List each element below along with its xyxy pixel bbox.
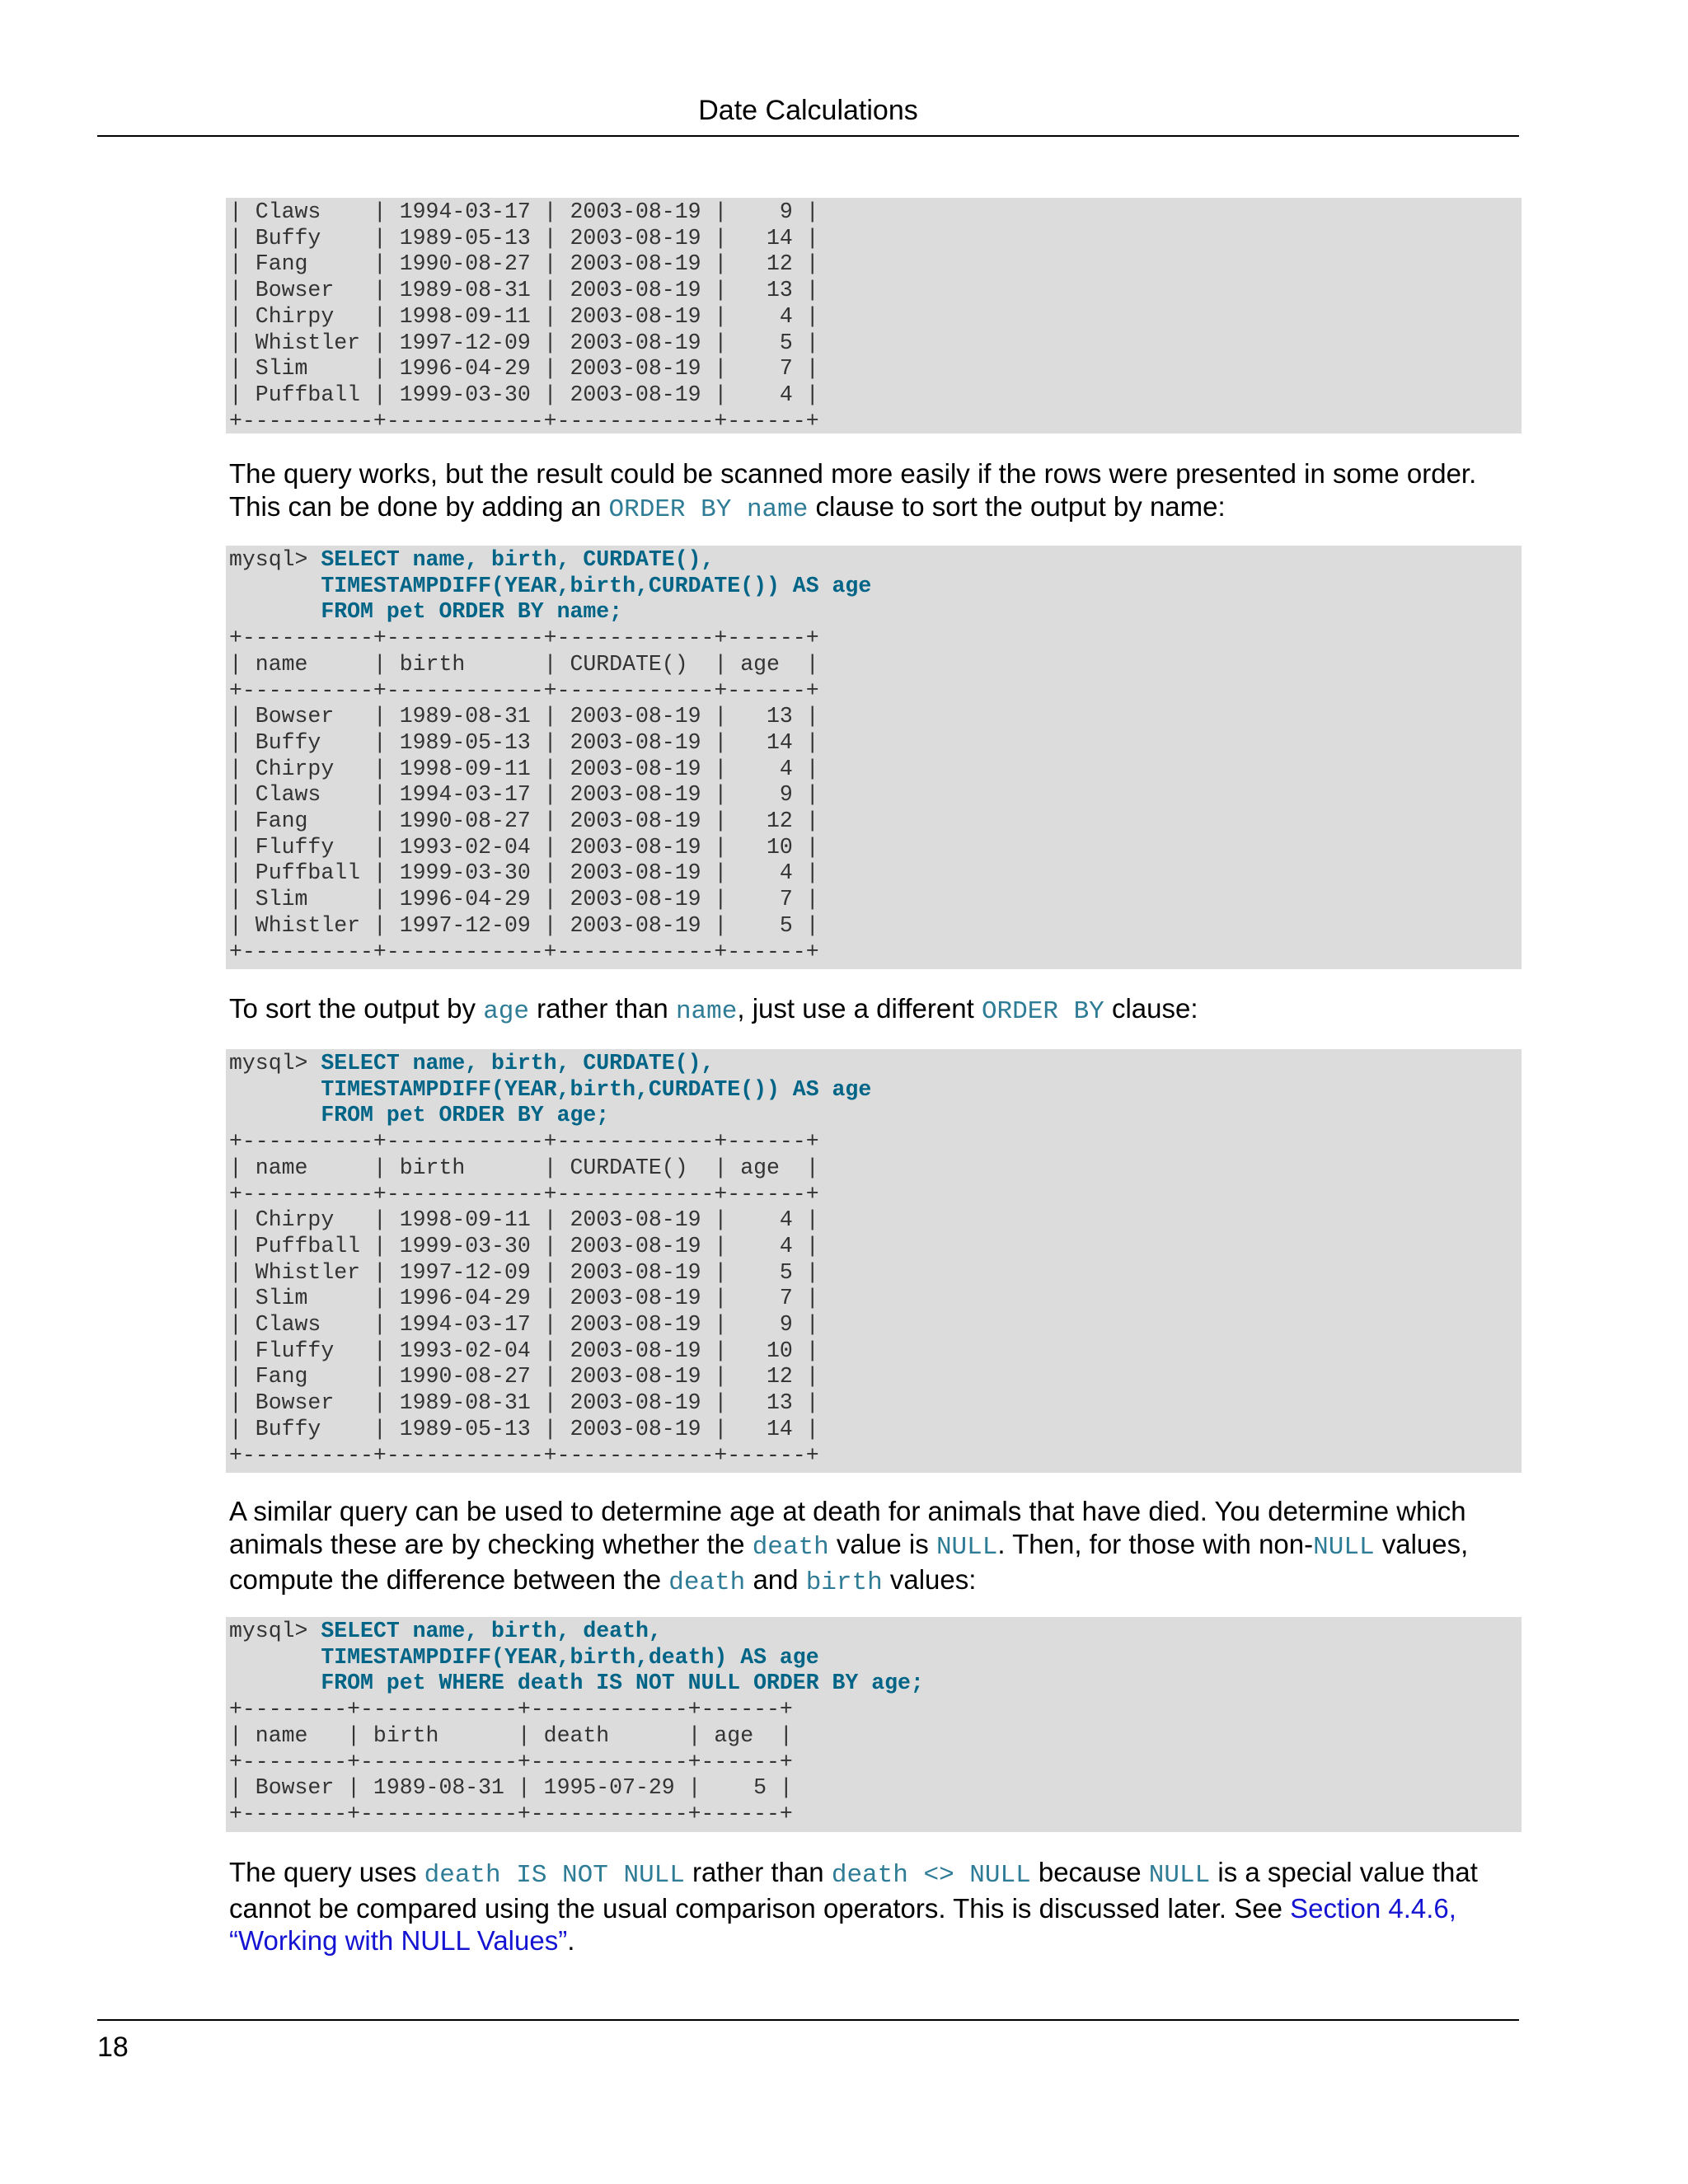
code-name: name: [675, 997, 738, 1026]
running-header: Date Calculations: [698, 95, 918, 126]
sql-command-line: SELECT name, birth, CURDATE(),: [321, 1051, 715, 1076]
sql-command-line: TIMESTAMPDIFF(YEAR,birth,death) AS age: [229, 1644, 819, 1670]
sql-command-line: FROM pet WHERE death IS NOT NULL ORDER BY age;: [229, 1671, 924, 1696]
footer-rule: [97, 2019, 1519, 2021]
paragraph-order-by-age: To sort the output by age rather than name, just use a different ORDER BY clause:: [229, 993, 1198, 1026]
result-table-lines: +----------+------------+------------+------+ | name | birth | CURDATE() | age | +----------+------------+------------+------+ | Chirpy | 1998-09-11 | 2003-08-19 | 4 | | Puffball | 1999-03-30 | 2003-08-19 | 4 | | Whistler | 1997-12-09 | 2003-08-19 | 5 | | Slim | 1996-04-29 | 2003-08-19 | 7 | | Claws | 1994-03-17 | 2003-08-19 | 9 | | Fluffy | 1993-02-04 | 2003-08-19 | 10 | | Fang | 1990-08-27 | 2003-08-19 | 12 | | Bowser | 1989-08-31 | 2003-08-19 | 13 | | Buffy | 1989-05-13 | 2003-08-19 | 14 | +----------+------------+------------+------+: [229, 1129, 819, 1468]
header-rule: [97, 135, 1519, 137]
mysql-prompt: mysql>: [229, 547, 321, 572]
code-null: NULL: [935, 1532, 998, 1562]
code-null: NULL: [1148, 1861, 1211, 1890]
query-block-order-by-name: [226, 546, 1522, 969]
query-text: [229, 547, 1522, 626]
mysql-prompt: mysql>: [229, 1619, 321, 1643]
code-death: death: [752, 1532, 829, 1562]
result-table-lines: +----------+------------+------------+------+ | name | birth | CURDATE() | age | +----------+------------+------------+------+ | Bowser | 1989-08-31 | 2003-08-19 | 13 | | Buffy | 1989-05-13 | 2003-08-19 | 14 | | Chirpy | 1998-09-11 | 2003-08-19 | 4 | | Claws | 1994-03-17 | 2003-08-19 | 9 | | Fang | 1990-08-27 | 2003-08-19 | 12 | | Fluffy | 1993-02-04 | 2003-08-19 | 10 | | Puffball | 1999-03-30 | 2003-08-19 | 4 | | Slim | 1996-04-29 | 2003-08-19 | 7 | | Whistler | 1997-12-09 | 2003-08-19 | 5 | +----------+------------+------------+------+: [229, 626, 819, 964]
sql-command-line: FROM pet ORDER BY age;: [229, 1103, 610, 1128]
query-block-age-at-death: [226, 1617, 1522, 1832]
mysql-prompt: mysql>: [229, 1051, 321, 1076]
code-death: death: [668, 1568, 746, 1597]
code-order-by: ORDER BY: [981, 997, 1104, 1026]
result-table-lines: | Claws | 1994-03-17 | 2003-08-19 | 9 | | Buffy | 1989-05-13 | 2003-08-19 | 14 | | Fang | 1990-08-27 | 2003-08-19 | 12 | | Bowser | 1989-08-31 | 2003-08-19 | 13 | | Chirpy | 1998-09-11 | 2003-08-19 | 4 | | Whistler | 1997-12-09 | 2003-08-19 | 5 | | Slim | 1996-04-29 | 2003-08-19 | 7 | | Puffball | 1999-03-30 | 2003-08-19 | 4 | +----------+------------+------------+------+: [229, 199, 819, 434]
sql-command-line: SELECT name, birth, CURDATE(),: [321, 547, 715, 572]
sql-command-line: TIMESTAMPDIFF(YEAR,birth,CURDATE()) AS age: [229, 1076, 872, 1102]
sql-command-line: TIMESTAMPDIFF(YEAR,birth,CURDATE()) AS age: [229, 573, 872, 598]
code-order-by-name: ORDER BY name: [608, 494, 809, 524]
result-table-continued: [226, 198, 1522, 434]
sql-command-line: SELECT name, birth, death,: [321, 1619, 662, 1643]
code-null: NULL: [1313, 1532, 1375, 1562]
code-death-is-not-null: death IS NOT NULL: [424, 1861, 685, 1890]
sql-command-line: FROM pet ORDER BY name;: [229, 599, 623, 625]
xref-working-with-null-link[interactable]: Section 4.4.6, “Working with NULL Values”: [229, 1892, 1456, 1956]
result-table-lines: +--------+------------+------------+------+ | name | birth | death | age | +--------+------------+------------+------+ | Bowser | 1989-08-31 | 1995-07-29 | 5 | +--------+------------+------------+------+: [229, 1697, 793, 1826]
code-death-ne-null: death <> NULL: [831, 1861, 1031, 1890]
paragraph-order-by-name: The query works, but the result could be scanned more easily if the rows were presented in some order. This can be done by adding an ORDER BY name clause to sort the output by name:: [229, 458, 1477, 524]
code-age: age: [483, 997, 529, 1026]
paragraph-null-comparison: The query uses death IS NOT NULL rather than death <> NULL because NULL is a special value that cannot be compared using the usual comparison operators. This is discussed later. See Section 4.4.6, “Working with NULL Values”.: [229, 1857, 1478, 1956]
query-text: [229, 1051, 1522, 1129]
page-number: 18: [97, 2032, 129, 2063]
query-text: [229, 1619, 1522, 1697]
query-block-order-by-age: [226, 1049, 1522, 1473]
code-birth: birth: [805, 1568, 883, 1597]
paragraph-age-at-death: A similar query can be used to determine age at death for animals that have died. You determine which animals these are by checking whether the death value is NULL. Then, for those with non-NULL values, compute the difference between the death and birth values:: [229, 1496, 1469, 1597]
